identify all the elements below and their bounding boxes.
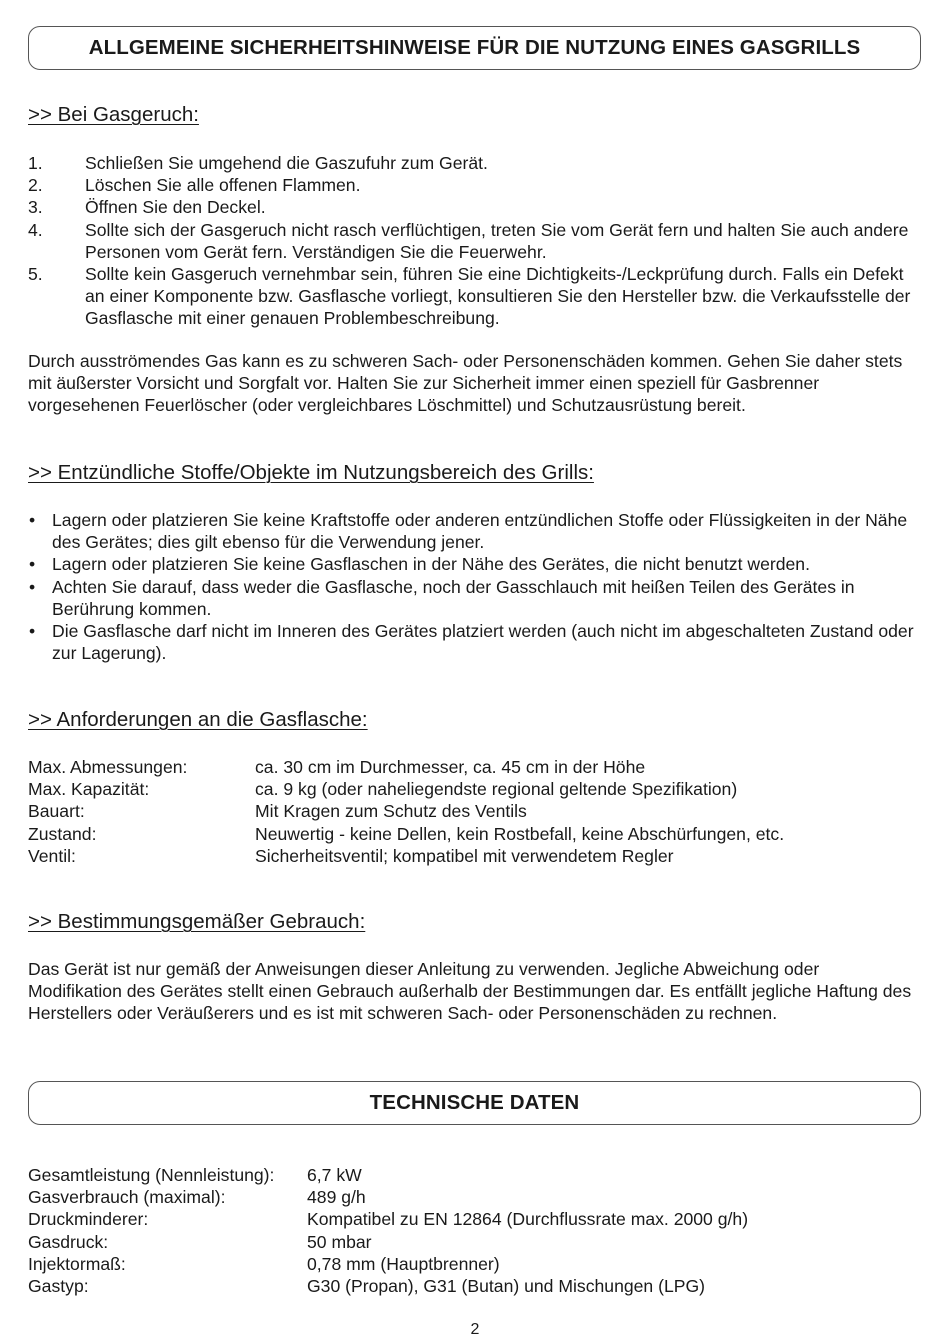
- tech-data-header-box: [28, 1081, 921, 1125]
- list-item: • Die Gasflasche darf nicht im Inneren des Gerätes platziert werden (auch nicht im abgeschalteten Zustand oder zur Lagerung).: [29, 621, 914, 664]
- item-number: 3.: [28, 197, 43, 218]
- list-item: [28, 152, 918, 174]
- spec-row: Ventil: Sicherheitsventil; kompatibel mit verwendetem Regler: [28, 845, 674, 866]
- heading-intended-use: >> Bestimmungsgemäßer Gebrauch:: [28, 910, 366, 933]
- heading-cylinder: >> Anforderungen an die Gasflasche:: [28, 708, 368, 731]
- gas-warning-paragraph: Durch ausströmendes Gas kann es zu schweren Sach- oder Personenschäden kommen. Gehen Sie daher stets mit äußerster Vorsicht und Sorgfalt vor. Halten Sie zur Sicherheit immer einen speziell für Gasbrenner vorgesehenen Feuerlöscher (oder vergleichbares Löschmittel) und Schutzausrüstung bereit.: [28, 351, 903, 416]
- spec-row: Zustand: Neuwertig - keine Dellen, kein Rostbefall, keine Abschürfungen, etc.: [28, 823, 785, 844]
- list-item: • Lagern oder platzieren Sie keine Gasflaschen in der Nähe des Gerätes, die nicht benutzt werden.: [29, 554, 810, 575]
- spec-row: Gasverbrauch (maximal): 489 g/h: [28, 1187, 366, 1208]
- list-item: [28, 219, 918, 263]
- list-item: • Lagern oder platzieren Sie keine Kraftstoffe oder anderen entzündlichen Stoffe oder Flüssigkeiten in der Nähe des Gerätes; dies gilt ebenso für die Verwendung jener.: [29, 510, 908, 553]
- flammable-list: [28, 509, 920, 664]
- tech-data-title: TECHNISCHE DATEN: [369, 1090, 580, 1114]
- item-number: 2.: [28, 175, 43, 196]
- bullet-icon: •: [29, 510, 36, 530]
- heading-gas-smell: >> Bei Gasgeruch:: [28, 103, 199, 126]
- bullet-icon: •: [29, 554, 36, 575]
- spec-row: Bauart: Mit Kragen zum Schutz des Ventils: [28, 801, 527, 822]
- intended-use-paragraph: Das Gerät ist nur gemäß der Anweisungen dieser Anleitung zu verwenden. Jegliche Abweichung oder Modifikation des Gerätes stellt einen Gebrauch außerhalb der Bestimmungen dar. Es entfällt jegliche Haftung des Herstellers oder Veräußerers und es ist mit schweren Sach- oder Personenschäden zu rechnen.: [28, 959, 912, 1024]
- spec-row: Gesamtleistung (Nennleistung): 6,7 kW: [28, 1165, 362, 1185]
- bullet-icon: •: [29, 576, 36, 597]
- spec-row: Max. Abmessungen: ca. 30 cm im Durchmesser, ca. 45 cm in der Höhe: [28, 757, 646, 777]
- item-text: Sollte kein Gasgeruch vernehmbar sein, führen Sie eine Dichtigkeits-/Leckprüfung durch. Falls ein Defekt an einer Komponente bzw. Gasflasche vorliegt, konsultieren Sie den Hersteller bzw. die Verkaufsstelle der Gasflasche mit einer genauen Problembeschreibung.: [85, 264, 911, 329]
- gas-smell-list: [28, 152, 918, 330]
- item-text: Öffnen Sie den Deckel.: [85, 197, 266, 218]
- spec-row: Gastyp: G30 (Propan), G31 (Butan) und Mischungen (LPG): [28, 1276, 706, 1297]
- safety-header-box: [28, 26, 921, 70]
- item-number: 1.: [28, 153, 43, 173]
- bullet-icon: •: [29, 621, 36, 642]
- tech-data-table: [28, 1164, 928, 1297]
- list-item: • Achten Sie darauf, dass weder die Gasflasche, noch der Gasschlauch mit heißen Teilen des Gerätes in Berührung kommen.: [29, 576, 855, 619]
- spec-row: Injektormaß: 0,78 mm (Hauptbrenner): [28, 1253, 500, 1274]
- list-item: [28, 174, 918, 196]
- spec-row: Max. Kapazität: ca. 9 kg (oder naheliegendste regional geltende Spezifikation): [28, 779, 738, 800]
- spec-row: Druckminderer: Kompatibel zu EN 12864 (Durchflussrate max. 2000 g/h): [28, 1209, 749, 1230]
- item-number: 4.: [28, 219, 43, 240]
- item-text: Sollte sich der Gasgeruch nicht rasch verflüchtigen, treten Sie vom Gerät fern und halten Sie auch andere Personen vom Gerät fern. Verständigen Sie die Feuerwehr.: [85, 219, 909, 262]
- cylinder-requirements: [28, 756, 928, 867]
- page-number: 2: [470, 1321, 480, 1338]
- heading-flammable: >> Entzündliche Stoffe/Objekte im Nutzungsbereich des Grills:: [28, 461, 594, 484]
- list-item: [28, 263, 918, 330]
- list-item: [28, 196, 918, 218]
- item-number: 5.: [28, 264, 43, 285]
- spec-row: Gasdruck: 50 mbar: [28, 1231, 372, 1252]
- item-text: Löschen Sie alle offenen Flammen.: [85, 175, 361, 196]
- page-title: ALLGEMEINE SICHERHEITSHINWEISE FÜR DIE NUTZUNG EINES GASGRILLS: [88, 35, 861, 59]
- item-text: Schließen Sie umgehend die Gaszufuhr zum Gerät.: [85, 153, 488, 173]
